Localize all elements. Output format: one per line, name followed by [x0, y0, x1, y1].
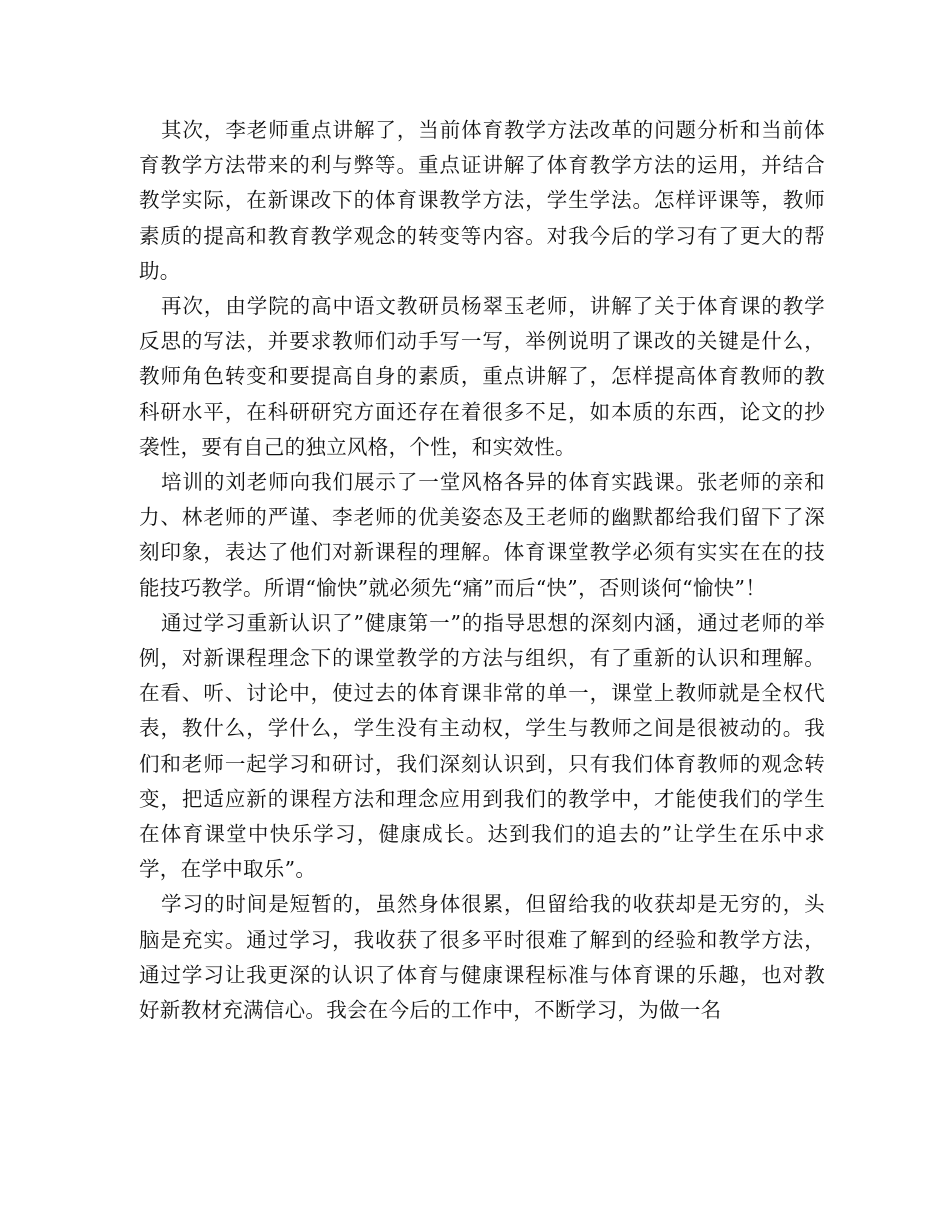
paragraph: 学习的时间是短暂的，虽然身体很累，但留给我的收获却是无穷的，头脑是充实。通过学习，我收获了很多平时很难了解到的经验和教学方法，通过学习让我更深的认识了体育与健康课程标准与体育课的乐趣，也对教好新教材充满信心。我会在今后的工作中，不断学习，为做一名 — [139, 892, 825, 1023]
paragraph: 再次，由学院的高中语文教研员杨翠玉老师，讲解了关于体育课的教学反思的写法，并要求教师们动手写一写，举例说明了课改的关键是什么，教师角色转变和要提高自身的素质，重点讲解了，怎样提高体育教师的教科研水平，在科研研究方面还存在着很多不足，如本质的东西，论文的抄袭性，要有自己的独立风格，个性，和实效性。 — [139, 294, 825, 459]
paragraph: 培训的刘老师向我们展示了一堂风格各异的体育实践课。张老师的亲和力、林老师的严谨、李老师的优美姿态及王老师的幽默都给我们留下了深刻印象，表达了他们对新课程的理解。体育课堂教学必须有实实在在的技能技巧教学。所谓“愉快”就必须先“痛”而后“快”，否则谈何“愉快”！ — [139, 470, 825, 600]
document-body — [139, 113, 825, 1028]
paragraph: 其次，李老师重点讲解了，当前体育教学方法改革的问题分析和当前体育教学方法带来的利与弊等。重点证讲解了体育教学方法的运用，并结合教学实际，在新课改下的体育课教学方法，学生学法。怎样评课等，教师素质的提高和教育教学观念的转变等内容。对我今后的学习有了更大的帮助。 — [139, 118, 825, 283]
paragraph: 通过学习重新认识了”健康第一”的指导思想的深刻内涵，通过老师的举例，对新课程理念下的课堂教学的方法与组织，有了重新的认识和理解。在看、听、讨论中，使过去的体育课非常的单一，课堂上教师就是全权代表，教什么，学什么，学生没有主动权，学生与教师之间是很被动的。我们和老师一起学习和研讨，我们深刻认识到，只有我们体育教师的观念转变，把适应新的课程方法和理念应用到我们的教学中，才能使我们的学生在体育课堂中快乐学习，健康成长。达到我们的追去的”让学生在乐中求学，在学中取乐”。 — [139, 610, 825, 882]
